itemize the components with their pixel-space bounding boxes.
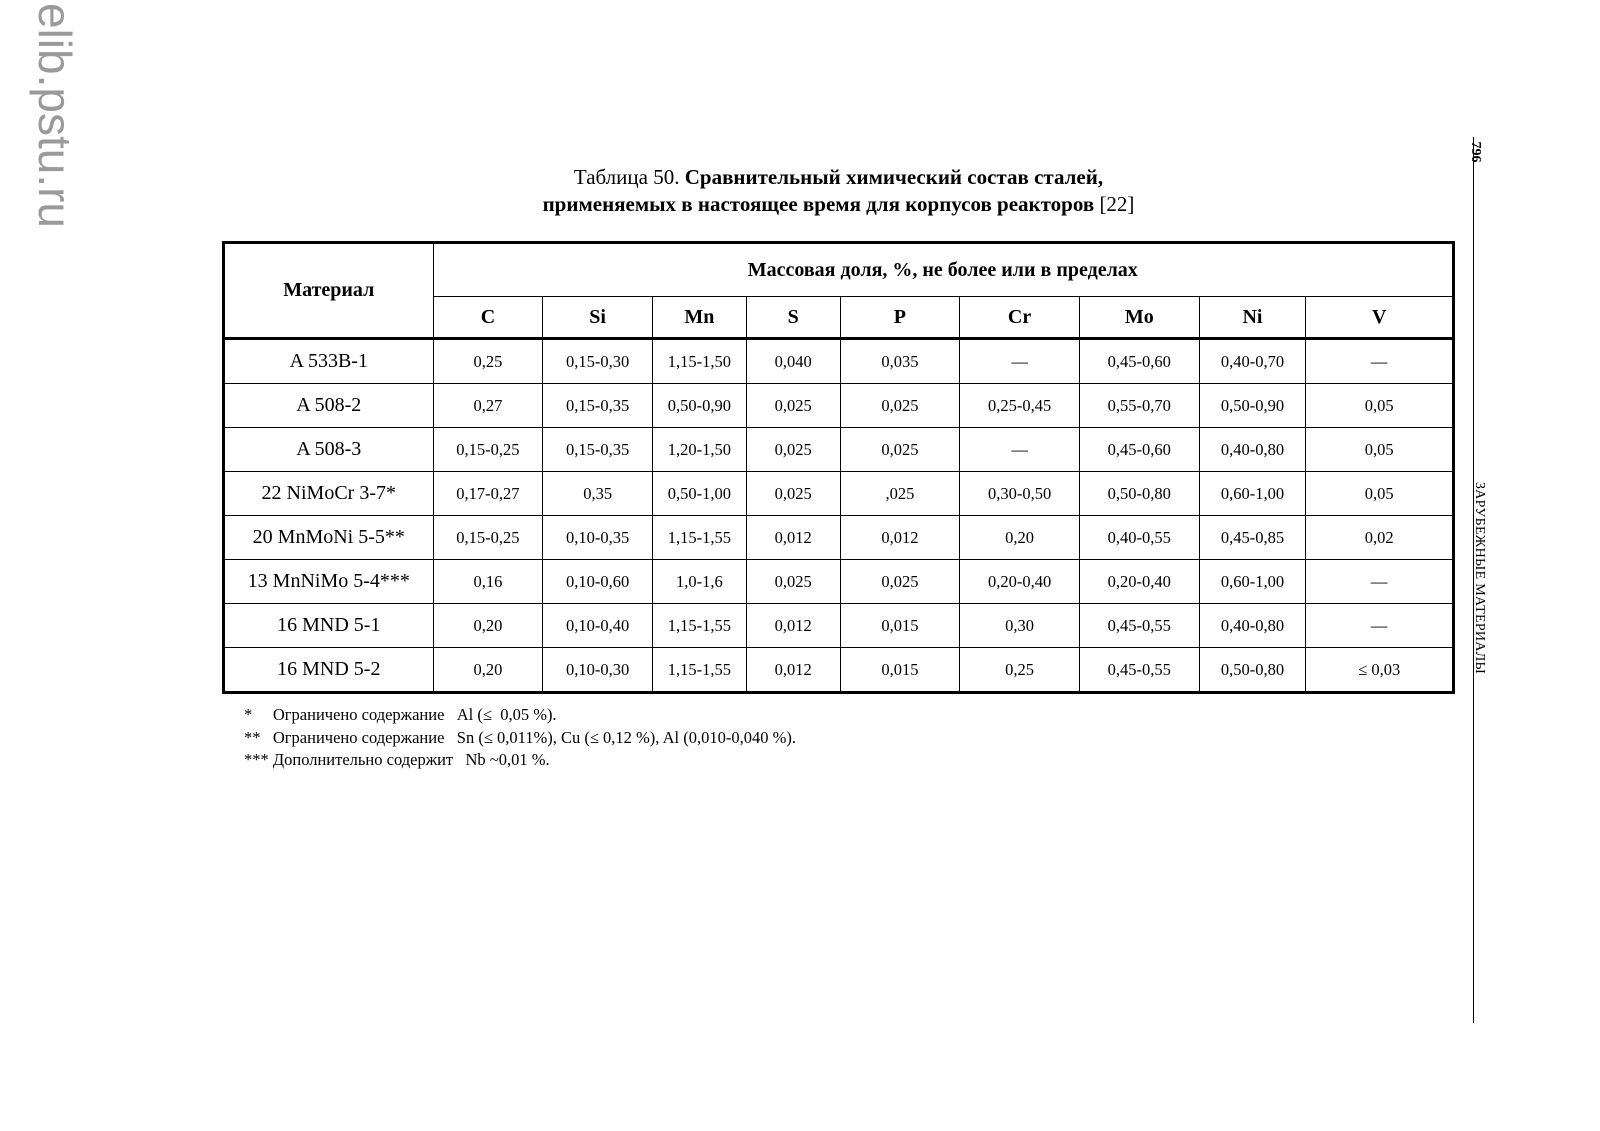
mass-fraction-header: Массовая доля, %, не более или в пределах <box>433 243 1453 297</box>
value-cell-s: 0,025 <box>746 384 840 428</box>
value-cell-v: — <box>1306 339 1454 384</box>
value-cell-mo: 0,55-0,70 <box>1079 384 1199 428</box>
material-cell: 13 MnNiMo 5-4*** <box>224 560 434 604</box>
table-row <box>224 516 1454 560</box>
value-cell-p: 0,035 <box>840 339 960 384</box>
value-cell-mo: 0,45-0,60 <box>1079 339 1199 384</box>
table-row <box>224 428 1454 472</box>
value-cell-p: 0,012 <box>840 516 960 560</box>
value-cell-c: 0,27 <box>433 384 543 428</box>
value-cell-ni: 0,40-0,80 <box>1199 428 1306 472</box>
material-cell: 20 MnMoNi 5-5** <box>224 516 434 560</box>
value-cell-p: 0,015 <box>840 648 960 693</box>
value-cell-cr: 0,25 <box>960 648 1080 693</box>
caption-prefix: Таблица 50. <box>573 165 685 189</box>
table-caption <box>222 164 1455 218</box>
footnotes <box>244 704 796 772</box>
value-cell-mn: 1,15-1,55 <box>653 516 747 560</box>
value-cell-v: 0,05 <box>1306 472 1454 516</box>
value-cell-cr: 0,25-0,45 <box>960 384 1080 428</box>
value-cell-ni: 0,60-1,00 <box>1199 560 1306 604</box>
table-row <box>224 384 1454 428</box>
table-row <box>224 560 1454 604</box>
value-cell-c: 0,16 <box>433 560 543 604</box>
value-cell-p: 0,025 <box>840 560 960 604</box>
value-cell-v: 0,05 <box>1306 428 1454 472</box>
value-cell-c: 0,20 <box>433 604 543 648</box>
value-cell-mo: 0,45-0,60 <box>1079 428 1199 472</box>
value-cell-p: ,025 <box>840 472 960 516</box>
column-header-s: S <box>746 297 840 339</box>
value-cell-cr: — <box>960 428 1080 472</box>
table-row <box>224 339 1454 384</box>
table-row <box>224 648 1454 693</box>
value-cell-s: 0,025 <box>746 428 840 472</box>
value-cell-s: 0,012 <box>746 604 840 648</box>
column-header-mo: Mo <box>1079 297 1199 339</box>
value-cell-v: 0,02 <box>1306 516 1454 560</box>
footnote: ** Ограничено содержание Sn (≤ 0,011%), Cu (≤ 0,12 %), Al (0,010-0,040 %). <box>244 727 796 747</box>
value-cell-si: 0,10-0,40 <box>543 604 653 648</box>
material-cell: 16 MND 5-1 <box>224 604 434 648</box>
value-cell-p: 0,025 <box>840 428 960 472</box>
caption-line-2 <box>222 191 1455 218</box>
value-cell-s: 0,012 <box>746 516 840 560</box>
value-cell-v: 0,05 <box>1306 384 1454 428</box>
value-cell-s: 0,025 <box>746 472 840 516</box>
value-cell-p: 0,025 <box>840 384 960 428</box>
caption-title-line-1: Сравнительный химический состав сталей, <box>684 165 1104 189</box>
column-header-mn: Mn <box>653 297 747 339</box>
column-header-p: P <box>840 297 960 339</box>
column-header-cr: Cr <box>960 297 1080 339</box>
value-cell-mo: 0,40-0,55 <box>1079 516 1199 560</box>
material-cell: 16 MND 5-2 <box>224 648 434 693</box>
page-number: 796 <box>1468 141 1483 163</box>
value-cell-ni: 0,50-0,90 <box>1199 384 1306 428</box>
site-watermark: elib.pstu.ru <box>29 3 81 229</box>
running-head: ЗАРУБЕЖНЫЕ МАТЕРИАЛЫ <box>1472 481 1487 675</box>
value-cell-mo: 0,45-0,55 <box>1079 648 1199 693</box>
value-cell-cr: 0,20 <box>960 516 1080 560</box>
value-cell-c: 0,15-0,25 <box>433 516 543 560</box>
value-cell-v: — <box>1306 560 1454 604</box>
value-cell-mn: 1,0-1,6 <box>653 560 747 604</box>
value-cell-mn: 1,15-1,55 <box>653 604 747 648</box>
value-cell-mo: 0,45-0,55 <box>1079 604 1199 648</box>
value-cell-c: 0,25 <box>433 339 543 384</box>
value-cell-s: 0,012 <box>746 648 840 693</box>
value-cell-ni: 0,40-0,80 <box>1199 604 1306 648</box>
value-cell-ni: 0,60-1,00 <box>1199 472 1306 516</box>
material-header: Материал <box>224 243 434 339</box>
value-cell-v: — <box>1306 604 1454 648</box>
value-cell-mo: 0,20-0,40 <box>1079 560 1199 604</box>
caption-reference: [22] <box>1094 192 1135 216</box>
value-cell-mo: 0,50-0,80 <box>1079 472 1199 516</box>
value-cell-cr: 0,30 <box>960 604 1080 648</box>
table-body <box>224 339 1454 693</box>
value-cell-mn: 1,15-1,55 <box>653 648 747 693</box>
table-row <box>224 604 1454 648</box>
value-cell-cr: — <box>960 339 1080 384</box>
value-cell-v: ≤ 0,03 <box>1306 648 1454 693</box>
value-cell-si: 0,15-0,30 <box>543 339 653 384</box>
value-cell-p: 0,015 <box>840 604 960 648</box>
value-cell-si: 0,10-0,60 <box>543 560 653 604</box>
value-cell-cr: 0,30-0,50 <box>960 472 1080 516</box>
value-cell-si: 0,35 <box>543 472 653 516</box>
column-header-c: C <box>433 297 543 339</box>
value-cell-si: 0,15-0,35 <box>543 384 653 428</box>
value-cell-si: 0,10-0,30 <box>543 648 653 693</box>
column-header-si: Si <box>543 297 653 339</box>
value-cell-ni: 0,45-0,85 <box>1199 516 1306 560</box>
value-cell-si: 0,15-0,35 <box>543 428 653 472</box>
caption-line-1 <box>222 164 1455 191</box>
value-cell-mn: 1,20-1,50 <box>653 428 747 472</box>
value-cell-s: 0,025 <box>746 560 840 604</box>
value-cell-ni: 0,40-0,70 <box>1199 339 1306 384</box>
footnote: *** Дополнительно содержит Nb ~0,01 %. <box>244 750 550 769</box>
value-cell-mn: 0,50-1,00 <box>653 472 747 516</box>
value-cell-ni: 0,50-0,80 <box>1199 648 1306 693</box>
material-cell: A 533B-1 <box>224 339 434 384</box>
composition-table <box>222 241 1455 694</box>
material-cell: A 508-2 <box>224 384 434 428</box>
value-cell-si: 0,10-0,35 <box>543 516 653 560</box>
table-row <box>224 472 1454 516</box>
value-cell-s: 0,040 <box>746 339 840 384</box>
footnote: * Ограничено содержание Al (≤ 0,05 %). <box>244 705 557 724</box>
column-header-ni: Ni <box>1199 297 1306 339</box>
value-cell-c: 0,15-0,25 <box>433 428 543 472</box>
material-cell: A 508-3 <box>224 428 434 472</box>
value-cell-mn: 1,15-1,50 <box>653 339 747 384</box>
material-cell: 22 NiMoCr 3-7* <box>224 472 434 516</box>
header-row-group <box>224 243 1454 297</box>
value-cell-mn: 0,50-0,90 <box>653 384 747 428</box>
caption-title-line-2: применяемых в настоящее время для корпусов реакторов <box>542 192 1095 216</box>
column-header-v: V <box>1306 297 1454 339</box>
value-cell-cr: 0,20-0,40 <box>960 560 1080 604</box>
value-cell-c: 0,20 <box>433 648 543 693</box>
value-cell-c: 0,17-0,27 <box>433 472 543 516</box>
